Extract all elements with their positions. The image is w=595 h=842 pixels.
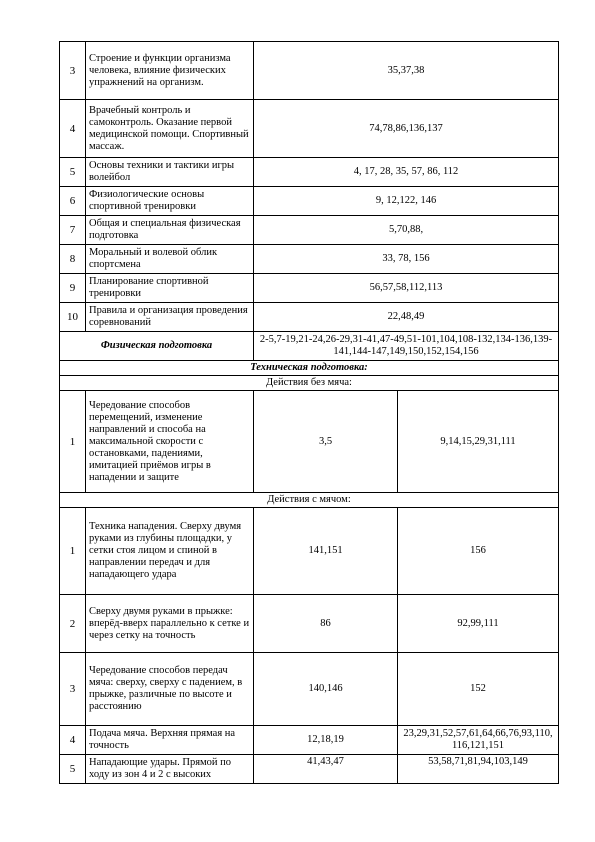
page-refs-col2: 92,99,111 — [398, 595, 559, 653]
table-row — [60, 158, 559, 187]
exercise-name: Подача мяча. Верхняя прямая на точность — [86, 726, 254, 755]
topic-name: Врачебный контроль и самоконтроль. Оказание первой медицинской помощи. Спортивный массаж. — [86, 100, 254, 158]
subsection-header-row — [60, 493, 559, 508]
page-refs: 9, 12,122, 146 — [254, 187, 559, 216]
row-number: 1 — [60, 508, 86, 595]
table-row — [60, 595, 559, 653]
page-refs-col2: 9,14,15,29,31,111 — [398, 391, 559, 493]
syllabus-table-page — [59, 41, 558, 784]
page-refs-col1: 86 — [254, 595, 398, 653]
row-number: 5 — [60, 755, 86, 784]
row-number: 5 — [60, 158, 86, 187]
page-refs: 35,37,38 — [254, 42, 559, 100]
topic-name: Планирование спортивной тренировки — [86, 274, 254, 303]
table-row — [60, 303, 559, 332]
page-refs-col1: 140,146 — [254, 653, 398, 726]
table-row — [60, 245, 559, 274]
page-refs-col2: 156 — [398, 508, 559, 595]
section-header-row — [60, 361, 559, 376]
table-row — [60, 42, 559, 100]
row-number: 10 — [60, 303, 86, 332]
page-refs: 33, 78, 156 — [254, 245, 559, 274]
physical-training-pages: 2-5,7-19,21-24,26-29,31-41,47-49,51-101,104,108-132,134-136,139-141,144-147,149,150,152,154,156 — [254, 332, 559, 361]
exercise-name: Техника нападения. Сверху двумя руками из глубины площадки, у сетки стоя лицом и спиной в направлении передач и для нападающего удара — [86, 508, 254, 595]
page-refs-col2: 152 — [398, 653, 559, 726]
table-row — [60, 216, 559, 245]
row-number: 7 — [60, 216, 86, 245]
topic-name: Общая и специальная физическая подготовка — [86, 216, 254, 245]
table-row — [60, 726, 559, 755]
page-refs-col2: 53,58,71,81,94,103,149 — [398, 755, 559, 784]
subsection-header-row — [60, 376, 559, 391]
page-refs: 22,48,49 — [254, 303, 559, 332]
table-row — [60, 653, 559, 726]
technical-training-heading: Техническая подготовка: — [60, 361, 559, 376]
page-refs-col1: 3,5 — [254, 391, 398, 493]
page-refs: 5,70,88, — [254, 216, 559, 245]
row-number: 4 — [60, 100, 86, 158]
table-row — [60, 100, 559, 158]
row-number: 2 — [60, 595, 86, 653]
table-row — [60, 508, 559, 595]
topic-name: Строение и функции организма человека, влияние физических упражнений на организм. — [86, 42, 254, 100]
exercise-name: Нападающие удары. Прямой по ходу из зон 4 и 2 с высоких — [86, 755, 254, 784]
physical-training-row — [60, 332, 559, 361]
page-refs-col2: 23,29,31,52,57,61,64,66,76,93,110,116,121,151 — [398, 726, 559, 755]
topic-name: Правила и организация проведения соревнований — [86, 303, 254, 332]
row-number: 9 — [60, 274, 86, 303]
row-number: 4 — [60, 726, 86, 755]
table-row — [60, 187, 559, 216]
topic-name: Основы техники и тактики игры волейбол — [86, 158, 254, 187]
table-row — [60, 391, 559, 493]
physical-training-label: Физическая подготовка — [60, 332, 254, 361]
without-ball-heading: Действия без мяча: — [60, 376, 559, 391]
topic-name: Физиологические основы спортивной тренировки — [86, 187, 254, 216]
syllabus-table — [59, 41, 559, 784]
topic-name: Моральный и волевой облик спортсмена — [86, 245, 254, 274]
row-number: 3 — [60, 42, 86, 100]
row-number: 6 — [60, 187, 86, 216]
row-number: 1 — [60, 391, 86, 493]
table-row — [60, 274, 559, 303]
row-number: 3 — [60, 653, 86, 726]
row-number: 8 — [60, 245, 86, 274]
with-ball-heading: Действия с мячом: — [60, 493, 559, 508]
exercise-name: Сверху двумя руками в прыжке: вперёд-вверх параллельно к сетке и через сетку на точность — [86, 595, 254, 653]
page-refs: 4, 17, 28, 35, 57, 86, 112 — [254, 158, 559, 187]
page-refs-col1: 141,151 — [254, 508, 398, 595]
exercise-name: Чередование способов передач мяча: сверху, сверху с падением, в прыжке, различные по высоте и расстоянию — [86, 653, 254, 726]
page-refs-col1: 41,43,47 — [254, 755, 398, 784]
table-row — [60, 755, 559, 784]
page-refs-col1: 12,18,19 — [254, 726, 398, 755]
exercise-name: Чередование способов перемещений, изменение направлений и способа на максимальной скорости с остановками, падениями, имитацией приёмов игры в нападении и защите — [86, 391, 254, 493]
page-refs: 74,78,86,136,137 — [254, 100, 559, 158]
page-refs: 56,57,58,112,113 — [254, 274, 559, 303]
